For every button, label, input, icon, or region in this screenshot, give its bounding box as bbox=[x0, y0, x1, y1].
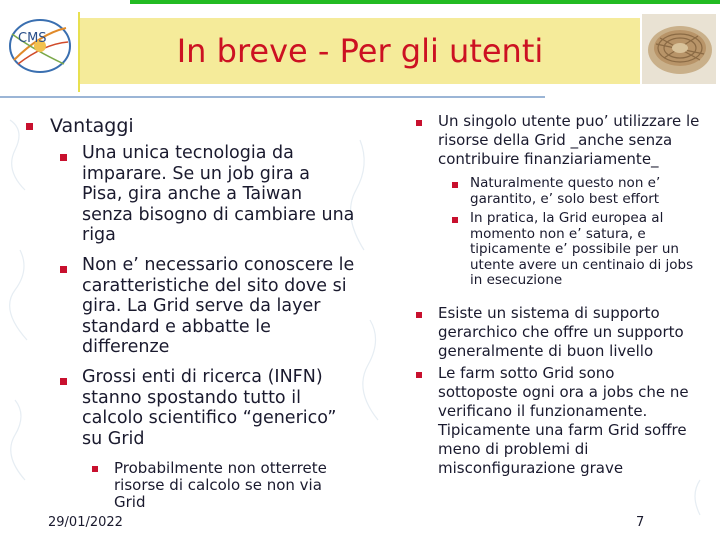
left-heading: Vantaggi bbox=[50, 115, 134, 137]
bullet-marker bbox=[416, 372, 422, 378]
header-divider bbox=[0, 96, 545, 98]
right-item-2: Esiste un sistema di supporto gerarchico che offre un supporto generalmente di buon livello bbox=[438, 304, 684, 360]
logo-text: CMS bbox=[18, 31, 47, 46]
bullet-marker bbox=[60, 154, 67, 161]
bullet-marker bbox=[60, 266, 67, 273]
sub-bullet-marker bbox=[452, 182, 458, 188]
left-sub-item: Probabilmente non otterrete risorse di calcolo se non via Grid bbox=[114, 459, 327, 511]
top-accent-bar bbox=[130, 0, 720, 4]
slide-title: In breve - Per gli utenti bbox=[176, 32, 544, 70]
bullet-marker bbox=[416, 312, 422, 318]
bullet-marker bbox=[26, 123, 33, 130]
wooden-bowl-photo bbox=[642, 14, 716, 84]
sub-bullet-marker bbox=[92, 466, 98, 472]
title-banner bbox=[80, 18, 640, 84]
bullet-marker bbox=[60, 378, 67, 385]
cms-logo bbox=[4, 14, 76, 78]
bullet-marker bbox=[416, 120, 422, 126]
slide-date: 29/01/2022 bbox=[48, 515, 123, 530]
right-sub-item-1: Naturalmente questo non e’ garantito, e’ solo best effort bbox=[470, 175, 661, 207]
left-item-1: Una unica tecnologia da imparare. Se un job gira a Pisa, gira anche a Taiwan senza bisogno di cambiare una riga bbox=[82, 143, 355, 245]
sub-bullet-marker bbox=[452, 217, 458, 223]
page-number: 7 bbox=[636, 515, 645, 530]
right-item-1: Un singolo utente puo’ utilizzare le risorse della Grid _anche senza contribuire finanziariamente_ bbox=[438, 112, 700, 168]
right-sub-item-2: In pratica, la Grid europea al momento non e’ satura, e tipicamente e’ possibile per un utente avere un centinaio di jobs in esecuzione bbox=[470, 210, 694, 288]
left-item-2: Non e’ necessario conoscere le caratteristiche del sito dove si gira. La Grid serve da layer standard e abbatte le differenze bbox=[82, 255, 355, 357]
right-item-3: Le farm sotto Grid sono sottoposte ogni ora a jobs che ne verificano il funzionamente. Tipicamente una farm Grid soffre meno di problemi di misconfigurazione grave bbox=[438, 364, 689, 477]
left-item-3: Grossi enti di ricerca (INFN) stanno spostando tutto il calcolo scientifico “generico” su Grid bbox=[82, 367, 337, 449]
